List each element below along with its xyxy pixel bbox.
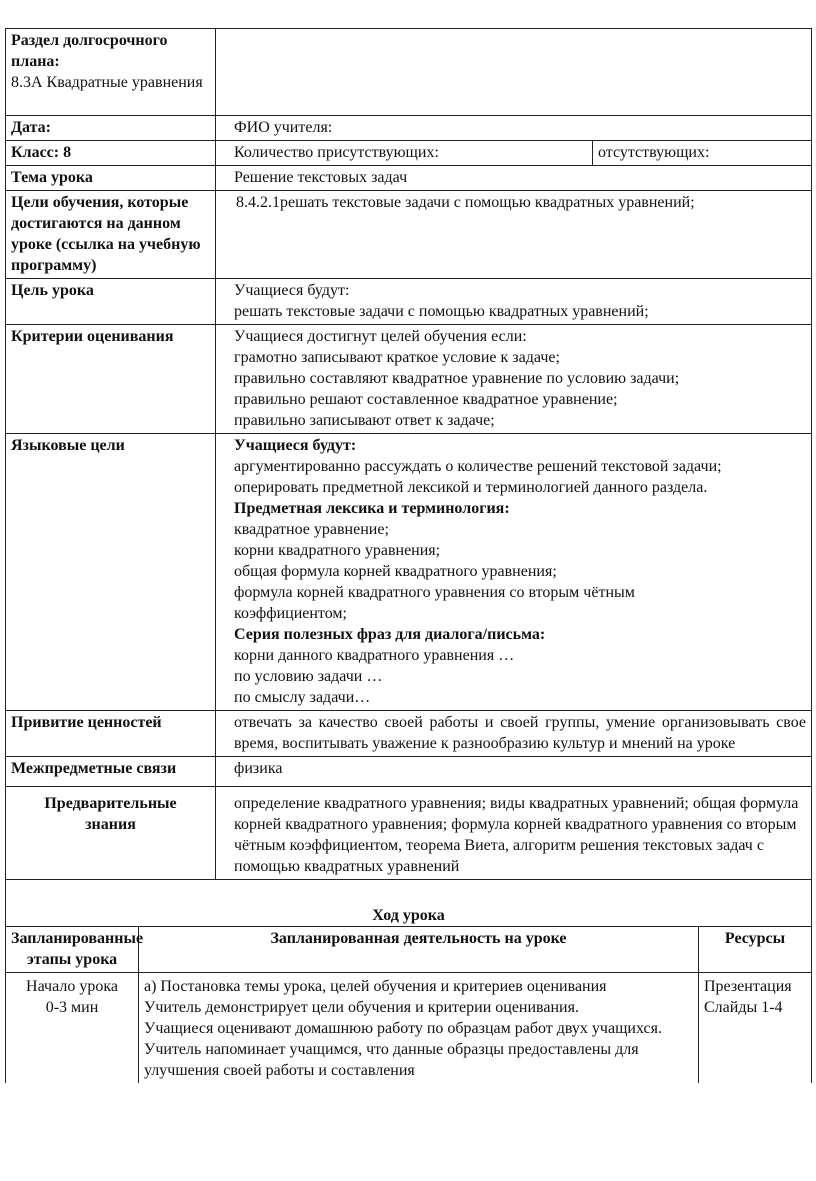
row-prior-knowledge: [6, 787, 812, 880]
row-goal: [6, 279, 812, 325]
goal-line: решать текстовые задачи с помощью квадратных уравнений;: [234, 303, 649, 320]
activity-line: Учитель демонстрирует цели обучения и критерии оценивания.: [144, 999, 579, 1016]
row-class: [6, 141, 812, 166]
language-heading: Серия полезных фраз для диалога/письма:: [234, 626, 546, 643]
language-label: Языковые цели: [6, 434, 216, 711]
row-objectives: [6, 191, 812, 279]
criteria-line: правильно составляют квадратное уравнение по условию задачи;: [234, 370, 680, 387]
language-line: по условию задачи …: [234, 668, 383, 685]
row-topic: [6, 166, 812, 191]
activity-line: Учащиеся оценивают домашнюю работу по образцам работ двух учащихся. Учитель напоминает учащимся, что данные образцы предоставлены для улучшения своей работы и составления: [144, 1020, 662, 1079]
col-activity-header: Запланированная деятельность на уроке: [139, 927, 699, 973]
values-label: Привитие ценностей: [6, 711, 216, 757]
criteria-value: [216, 325, 812, 434]
lesson-table: [5, 879, 812, 1083]
absent-label: отсутствующих:: [593, 141, 812, 166]
teacher-label: ФИО учителя:: [216, 116, 812, 141]
criteria-line: правильно записывают ответ к задаче;: [234, 412, 495, 429]
present-label: Количество присутствующих:: [216, 141, 593, 166]
criteria-line: грамотно записывают краткое условие к задаче;: [234, 349, 560, 366]
class-label: Класс: 8: [6, 141, 216, 166]
date-label: Дата:: [6, 116, 216, 141]
goal-line: Учащиеся будут:: [234, 282, 350, 299]
row-language: [6, 434, 812, 711]
row-date: [6, 116, 812, 141]
col-stages-header: Запланированные этапы урока: [6, 927, 139, 973]
crosscurricular-value: физика: [216, 757, 812, 787]
crosscurricular-label: Межпредметные связи: [6, 757, 216, 787]
row-values: [6, 711, 812, 757]
goal-value: [216, 279, 812, 325]
language-line: оперировать предметной лексикой и терминологией данного раздела.: [234, 479, 708, 496]
language-line: формула корней квадратного уравнения со вторым чётным коэффициентом;: [234, 584, 635, 622]
language-line: корни данного квадратного уравнения …: [234, 647, 515, 664]
row-section: [6, 29, 812, 116]
language-line: аргументированно рассуждать о количестве решений текстовой задачи;: [234, 458, 722, 475]
language-line: по смыслу задачи…: [234, 689, 371, 706]
stage-cell: [6, 973, 139, 1084]
resource-line: Презентация: [704, 978, 792, 995]
resources-cell: [699, 973, 812, 1084]
section-empty-cell: [216, 29, 812, 116]
prior-value: определение квадратного уравнения; виды квадратных уравнений; общая формула корней квадратного уравнения; формула корней квадратного уравнения со вторым чётным коэффициентом, теорема Виета, алгоритм решения текстовых задач с помощью квадратных уравнений: [216, 787, 812, 880]
topic-value: Решение текстовых задач: [216, 166, 812, 191]
plan-table: [5, 28, 812, 880]
prior-label: Предварительные знания: [6, 787, 216, 880]
row-crosscurricular: [6, 757, 812, 787]
col-resources-header: Ресурсы: [699, 927, 812, 973]
language-heading: Предметная лексика и терминология:: [234, 500, 510, 517]
language-heading: Учащиеся будут:: [234, 437, 357, 454]
row-lesson-header: [6, 927, 812, 973]
stage-name: Начало урока: [26, 978, 118, 995]
section-cell: [6, 29, 216, 116]
objectives-label: Цели обучения, которые достигаются на данном уроке (ссылка на учебную программу): [6, 191, 216, 279]
language-line: общая формула корней квадратного уравнения;: [234, 563, 557, 580]
criteria-line: правильно решают составленное квадратное уравнение;: [234, 391, 618, 408]
language-line: квадратное уравнение;: [234, 521, 389, 538]
goal-label: Цель урока: [6, 279, 216, 325]
lesson-title: Ход урока: [6, 880, 812, 927]
row-criteria: [6, 325, 812, 434]
values-value: отвечать за качество своей работы и своей группы, умение организовывать свое время, воспитывать уважение к разнообразию культур и мнений на уроке: [216, 711, 812, 757]
language-value: [216, 434, 812, 711]
activity-cell: [139, 973, 699, 1084]
section-value: 8.3А Квадратные уравнения: [11, 74, 203, 91]
criteria-line: Учащиеся достигнут целей обучения если:: [234, 328, 527, 345]
topic-label: Тема урока: [6, 166, 216, 191]
row-lesson-title: [6, 880, 812, 927]
row-lesson-start: [6, 973, 812, 1084]
stage-time: 0-3 мин: [45, 999, 99, 1016]
criteria-label: Критерии оценивания: [6, 325, 216, 434]
resource-line: Слайды 1-4: [704, 999, 783, 1016]
language-line: корни квадратного уравнения;: [234, 542, 441, 559]
objectives-value: 8.4.2.1решать текстовые задачи с помощью квадратных уравнений;: [216, 191, 812, 279]
lesson-plan-page: [5, 28, 811, 1083]
section-label: Раздел долгосрочного плана:: [11, 32, 168, 70]
activity-line: а) Постановка темы урока, целей обучения и критериев оценивания: [144, 978, 607, 995]
